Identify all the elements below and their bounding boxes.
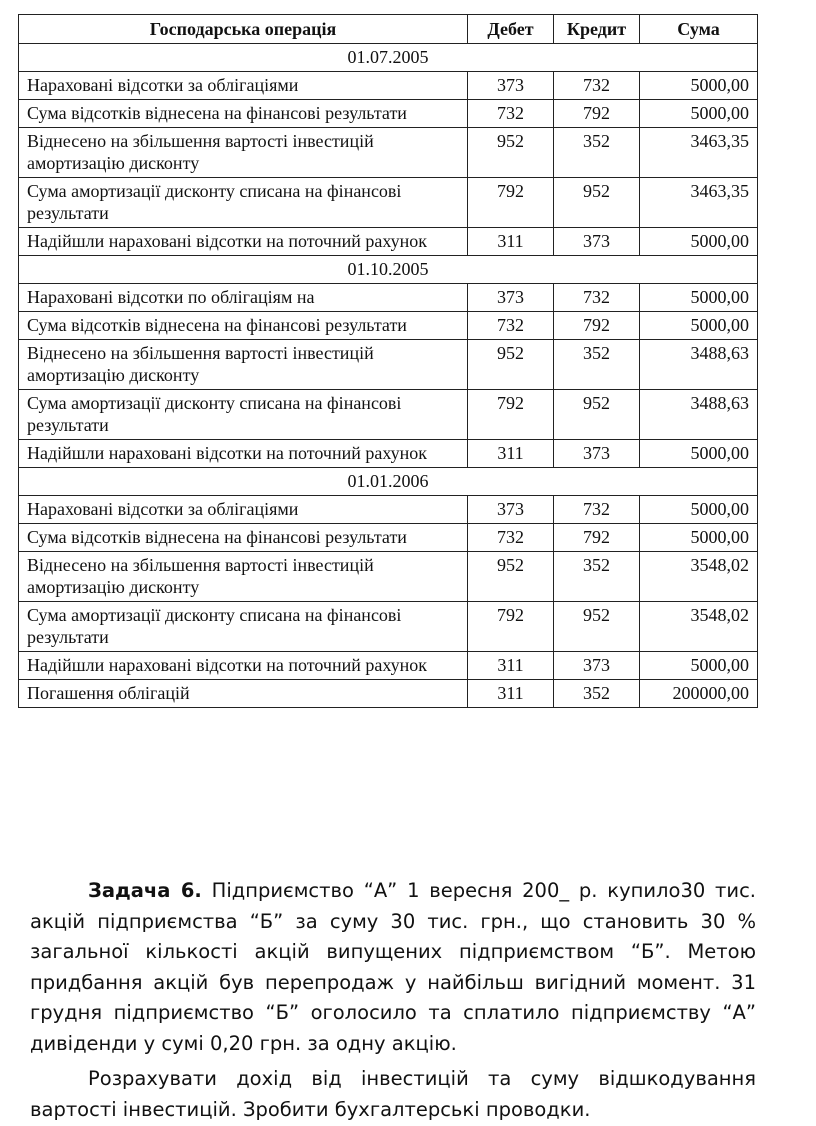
credit-cell: 373: [554, 652, 640, 680]
operation-cell: Віднесено на збільшення вартості інвестицій амортизацію дисконту: [19, 128, 468, 178]
debit-cell: 792: [468, 390, 554, 440]
credit-cell: 732: [554, 72, 640, 100]
sum-cell: 3548,02: [640, 552, 758, 602]
table-header-row: [19, 15, 758, 44]
task-statement: [30, 876, 756, 1059]
sum-cell: 3463,35: [640, 128, 758, 178]
credit-cell: 732: [554, 496, 640, 524]
operation-cell: Віднесено на збільшення вартості інвестицій амортизацію дисконту: [19, 340, 468, 390]
debit-cell: 732: [468, 312, 554, 340]
operation-cell: Погашення облігацій: [19, 680, 468, 708]
credit-cell: 352: [554, 552, 640, 602]
operation-cell: Надійшли нараховані відсотки на поточний рахунок: [19, 440, 468, 468]
date-cell: 01.10.2005: [19, 256, 758, 284]
operation-cell: Сума амортизації дисконту списана на фінансові результати: [19, 390, 468, 440]
sum-cell: 5000,00: [640, 652, 758, 680]
sum-cell: 5000,00: [640, 440, 758, 468]
table-row: [19, 284, 758, 312]
task-title: Задача 6.: [88, 879, 202, 902]
table-row: [19, 390, 758, 440]
operation-cell: Сума амортизації дисконту списана на фінансові результати: [19, 178, 468, 228]
table-row: [19, 602, 758, 652]
debit-cell: 732: [468, 524, 554, 552]
debit-cell: 952: [468, 340, 554, 390]
sum-cell: 5000,00: [640, 312, 758, 340]
table-row: [19, 552, 758, 602]
date-row: [19, 44, 758, 72]
date-row: [19, 256, 758, 284]
credit-cell: 792: [554, 100, 640, 128]
sum-cell: 3463,35: [640, 178, 758, 228]
sum-cell: 3548,02: [640, 602, 758, 652]
task-paragraph-2: Розрахувати дохід від інвестицій та суму відшкодування вартості інвестицій. Зробити бухгалтерські проводки.: [30, 1067, 756, 1121]
debit-cell: 311: [468, 440, 554, 468]
task-instruction: [30, 1064, 756, 1125]
credit-cell: 352: [554, 680, 640, 708]
credit-cell: 373: [554, 228, 640, 256]
sum-cell: 5000,00: [640, 100, 758, 128]
credit-cell: 952: [554, 602, 640, 652]
table-row: [19, 340, 758, 390]
date-cell: 01.01.2006: [19, 468, 758, 496]
table-row: [19, 440, 758, 468]
operation-cell: Сума амортизації дисконту списана на фінансові результати: [19, 602, 468, 652]
sum-cell: 200000,00: [640, 680, 758, 708]
credit-cell: 952: [554, 178, 640, 228]
table-body: [19, 44, 758, 708]
operation-cell: Нараховані відсотки по облігаціям на: [19, 284, 468, 312]
debit-cell: 792: [468, 602, 554, 652]
sum-cell: 3488,63: [640, 390, 758, 440]
task-paragraph-1: Підприємство “А” 1 вересня 200_ р. купило30 тис. акцій підприємства “Б” за суму 30 тис. грн., що становить 30 % загальної кількості акцій випущених підприємством “Б”. Метою придбання акцій був перепродаж у найбільш вигідний момент. 31 грудня підприємство “Б” оголосило та сплатило підприємству “А” дивіденди у сумі 0,20 грн. за одну акцію.: [30, 879, 757, 1055]
journal-entries-table: [18, 14, 758, 708]
sum-cell: 3488,63: [640, 340, 758, 390]
credit-cell: 352: [554, 340, 640, 390]
debit-cell: 952: [468, 552, 554, 602]
sum-cell: 5000,00: [640, 228, 758, 256]
table-row: [19, 228, 758, 256]
credit-cell: 373: [554, 440, 640, 468]
debit-cell: 373: [468, 72, 554, 100]
operation-cell: Сума відсотків віднесена на фінансові результати: [19, 312, 468, 340]
table-row: [19, 524, 758, 552]
table-row: [19, 72, 758, 100]
date-cell: 01.07.2005: [19, 44, 758, 72]
credit-cell: 952: [554, 390, 640, 440]
sum-cell: 5000,00: [640, 496, 758, 524]
debit-cell: 792: [468, 178, 554, 228]
debit-cell: 311: [468, 652, 554, 680]
debit-cell: 373: [468, 284, 554, 312]
header-debit: Дебет: [468, 15, 554, 44]
debit-cell: 373: [468, 496, 554, 524]
credit-cell: 732: [554, 284, 640, 312]
operation-cell: Сума відсотків віднесена на фінансові результати: [19, 100, 468, 128]
date-row: [19, 468, 758, 496]
credit-cell: 352: [554, 128, 640, 178]
header-sum: Сума: [640, 15, 758, 44]
sum-cell: 5000,00: [640, 72, 758, 100]
table-row: [19, 652, 758, 680]
operation-cell: Надійшли нараховані відсотки на поточний рахунок: [19, 228, 468, 256]
operation-cell: Сума відсотків віднесена на фінансові результати: [19, 524, 468, 552]
operation-cell: Надійшли нараховані відсотки на поточний рахунок: [19, 652, 468, 680]
debit-cell: 311: [468, 680, 554, 708]
operation-cell: Віднесено на збільшення вартості інвестицій амортизацію дисконту: [19, 552, 468, 602]
credit-cell: 792: [554, 524, 640, 552]
table-row: [19, 312, 758, 340]
operation-cell: Нараховані відсотки за облігаціями: [19, 72, 468, 100]
table-row: [19, 496, 758, 524]
header-operation: Господарська операція: [19, 15, 468, 44]
debit-cell: 952: [468, 128, 554, 178]
operation-cell: Нараховані відсотки за облігаціями: [19, 496, 468, 524]
sum-cell: 5000,00: [640, 524, 758, 552]
table-row: [19, 128, 758, 178]
debit-cell: 732: [468, 100, 554, 128]
table-row: [19, 100, 758, 128]
credit-cell: 792: [554, 312, 640, 340]
table-row: [19, 680, 758, 708]
header-credit: Кредит: [554, 15, 640, 44]
sum-cell: 5000,00: [640, 284, 758, 312]
debit-cell: 311: [468, 228, 554, 256]
table-row: [19, 178, 758, 228]
